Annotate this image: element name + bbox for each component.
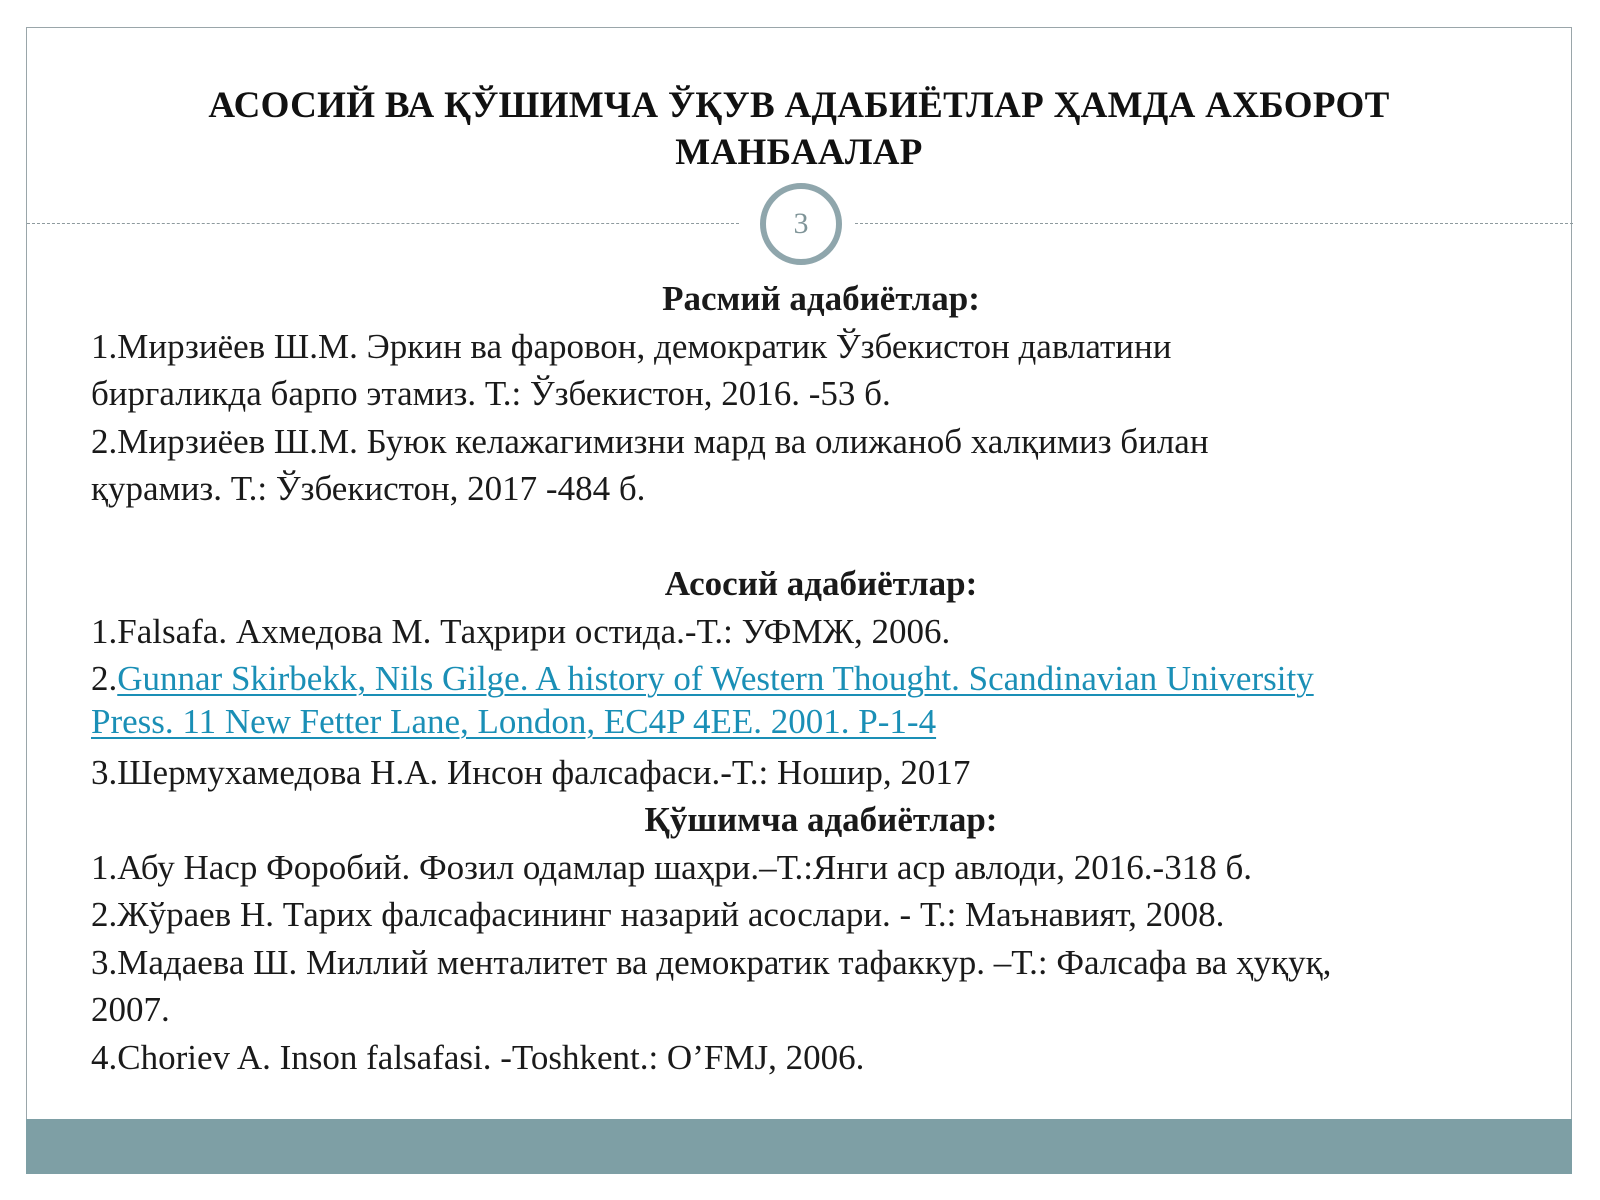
additional-item-2: 2.Жўраев Н. Тарих фалсафасининг назарий асослари. - Т.: Маънавият, 2008.	[91, 895, 1225, 934]
slide-number-badge: 3	[760, 183, 842, 265]
main-literature-heading: Асосий адабиётлар:	[664, 564, 978, 603]
section-gap	[91, 513, 1561, 561]
main-item-2	[91, 655, 1561, 703]
additional-item-3-line1: 3.Мадаева Ш. Миллий менталитет ва демократик тафаккур. –Т.: Фалсафа ва ҳуқуқ,	[91, 942, 1332, 982]
divider-right	[855, 223, 1573, 224]
additional-literature-heading: Қўшимча адабиётлар:	[644, 800, 998, 839]
additional-item-4: 4.Choriev A. Inson falsafasi. -Toshkent.: O’FMJ, 2006.	[91, 1037, 865, 1077]
references-content	[91, 275, 1561, 1081]
additional-item-3-line2: 2007.	[91, 990, 170, 1029]
main-item-3: 3.Шермухамедова Н.А. Инсон фалсафаси.-Т.: Ношир, 2017	[91, 752, 971, 792]
official-item-1-line1: 1.Мирзиёев Ш.М. Эркин ва фаровон, демократик Ўзбекистон давлатини	[91, 326, 1172, 366]
slide	[26, 27, 1572, 1174]
official-item-2-line1: 2.Мирзиёев Ш.М. Буюк келажагимизни мард ва олижаноб халқимиз билан	[91, 421, 1209, 461]
main-item-1: 1.Falsafa. Ахмедова М. Таҳрири остида.-Т.: УФМЖ, 2006.	[91, 611, 951, 651]
footer-accent-bar	[26, 1119, 1572, 1174]
slide-title	[27, 82, 1571, 176]
main-item-2-link-line1[interactable]: Gunnar Skirbekk, Nils Gilge. A history of Western Thought. Scandinavian University	[117, 659, 1314, 698]
divider-left	[27, 223, 739, 224]
main-item-2-number: 2.	[91, 659, 118, 698]
slide-title-line1: АСОСИЙ ВА ҚЎШИМЧА ЎҚУВ АДАБИЁТЛАР ҲАМДА АХБОРОТ	[208, 85, 1390, 126]
slide-title-line2: МАНБААЛАР	[675, 132, 923, 173]
official-item-1-line2: биргаликда барпо этамиз. Т.: Ўзбекистон, 2016. -53 б.	[91, 374, 891, 413]
additional-item-1: 1.Абу Наср Форобий. Фозил одамлар шаҳри.–Т.:Янги аср авлоди, 2016.-318 б.	[91, 847, 1252, 887]
official-item-2-line2: қурамиз. Т.: Ўзбекистон, 2017 -484 б.	[91, 469, 646, 508]
main-item-2-link-line2[interactable]: Press. 11 New Fetter Lane, London, EC4P 4EE. 2001. P-1-4	[91, 701, 937, 741]
main-item-2-continued	[91, 703, 1561, 741]
official-literature-heading: Расмий адабиётлар:	[662, 279, 980, 318]
